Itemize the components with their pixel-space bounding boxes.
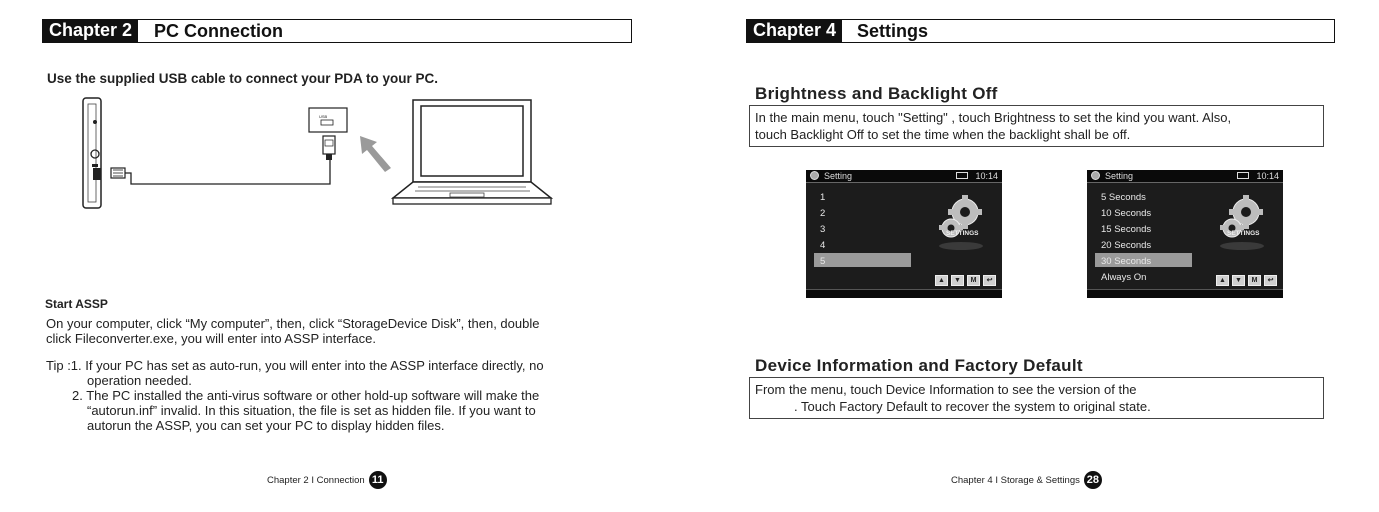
settings-graphic-label: SETTINGS [946,230,979,237]
screen-bottom-bar [1087,289,1283,298]
battery-icon [956,172,968,179]
screen-status-bar [1087,170,1283,183]
menu-button[interactable]: M [967,275,980,286]
start-assp-text-2: click Fileconverter.exe, you will enter into ASSP interface. [46,331,376,346]
device-info-heading: Device Information and Factory Default [755,356,1083,375]
intro-text: Use the supplied USB cable to connect your PDA to your PC. [47,71,439,86]
device-info-textbox [749,377,1324,419]
usb-connection-illustration [75,92,555,210]
right-footer-text: Chapter 4 I Storage & Settings [951,474,1080,486]
chapter-4-header [746,19,1335,43]
right-page-number: 28 [1084,471,1102,489]
gears-icon [931,190,991,250]
start-assp-heading: Start ASSP [45,297,108,311]
arrow-icon [360,136,391,172]
settings-graphic-label: SETTINGS [1227,230,1260,237]
menu-item[interactable]: 10 Seconds [1101,208,1152,219]
down-arrow-button[interactable]: ▼ [1232,275,1245,286]
start-assp-text-1: On your computer, click “My computer”, then, click “StorageDevice Disk”, then, double [46,316,540,331]
menu-item[interactable]: 30 Seconds [1101,256,1152,267]
device-screen-backlight [1087,170,1283,298]
tip1-line-1: Tip :1. If your PC has set as auto-run, you will enter into the ASSP interface directly, no [46,358,544,373]
screen-title: Setting [1105,171,1134,181]
usb-port-icon [309,108,347,160]
chapter-number: Chapter 4 [747,20,842,42]
gears-icon [1212,190,1272,250]
screen-buttons [935,275,996,286]
tip2-line-2: “autorun.inf” invalid. In this situation, the file is set as hidden file. If you want to [87,403,536,418]
left-footer-text: Chapter 2 I Connection [267,474,365,486]
menu-item[interactable]: 4 [820,240,826,251]
setting-icon [1091,171,1100,180]
left-footer [267,471,387,489]
tip2-line-3: autorun the ASSP, you can set your PC to display hidden files. [87,418,445,433]
tip1-line-2: operation needed. [87,373,192,388]
usb-label: USB [319,114,328,119]
brightness-textbox [749,105,1324,147]
setting-icon [810,171,819,180]
chapter-number: Chapter 2 [43,20,138,42]
back-button[interactable]: ↩ [1264,275,1277,286]
down-arrow-button[interactable]: ▼ [951,275,964,286]
up-arrow-button[interactable]: ▲ [935,275,948,286]
brightness-text-1: In the main menu, touch "Setting" , touch Brightness to set the kind you want. Also, [755,110,1232,125]
device-info-text-2: . Touch Factory Default to recover the system to original state. [794,399,1151,414]
menu-item[interactable]: 5 Seconds [1101,192,1146,203]
left-page-number: 11 [369,471,387,489]
back-button[interactable]: ↩ [983,275,996,286]
selection-highlight [814,253,911,267]
screen-buttons [1216,275,1277,286]
device-screen-brightness [806,170,1002,298]
laptop-icon [393,100,551,204]
menu-item[interactable]: 1 [820,192,826,203]
device-info-text-1: From the menu, touch Device Information to see the version of the [755,382,1137,397]
pda-device-icon [83,98,101,208]
screen-time: 10:14 [975,171,998,181]
screen-status-bar [806,170,1002,183]
screen-time: 10:14 [1256,171,1279,181]
menu-item[interactable]: 5 [820,256,826,267]
chapter-title: Settings [857,21,929,41]
brightness-heading: Brightness and Backlight Off [755,84,998,103]
menu-item[interactable]: Always On [1101,272,1147,283]
brightness-text-2: touch Backlight Off to set the time when the backlight shall be off. [755,127,1131,142]
chapter-title: PC Connection [154,21,283,41]
menu-item[interactable]: 2 [820,208,826,219]
battery-icon [1237,172,1249,179]
up-arrow-button[interactable]: ▲ [1216,275,1229,286]
menu-item[interactable]: 15 Seconds [1101,224,1152,235]
menu-item[interactable]: 3 [820,224,826,235]
screen-title: Setting [824,171,853,181]
menu-button[interactable]: M [1248,275,1261,286]
chapter-2-header [42,19,632,43]
screen-bottom-bar [806,289,1002,298]
right-footer [951,471,1102,489]
menu-item[interactable]: 20 Seconds [1101,240,1152,251]
tip2-line-1: 2. The PC installed the anti-virus software or other hold-up software will make the [72,388,540,403]
